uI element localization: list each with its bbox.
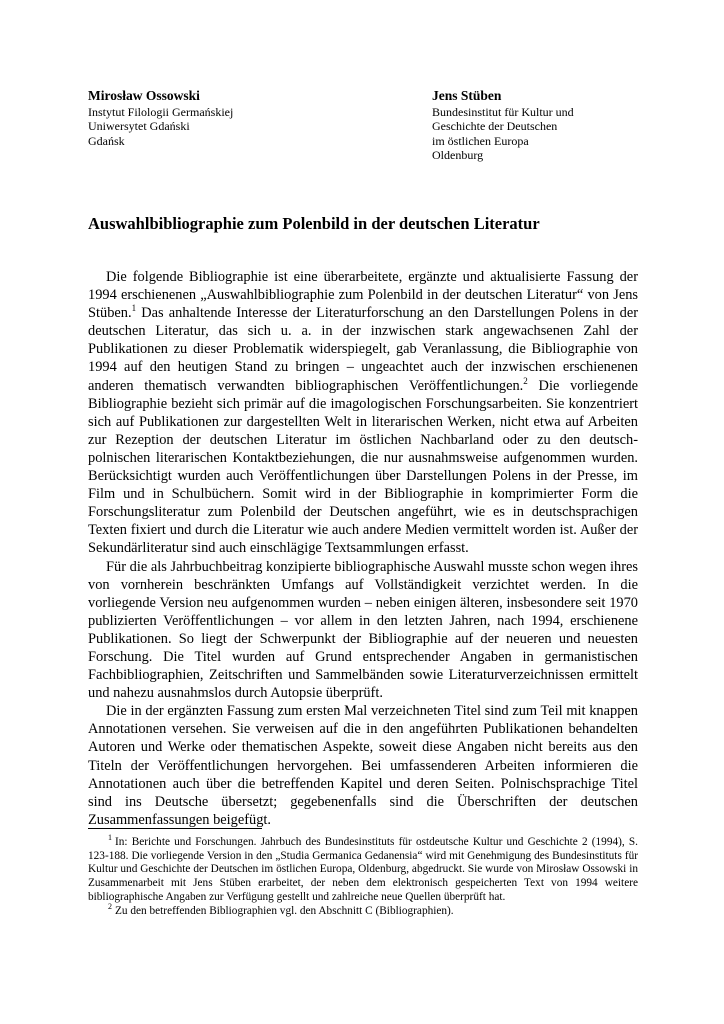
author-block-left	[88, 88, 388, 148]
footnotes	[88, 833, 638, 918]
paragraph-3: Die in der ergänzten Fassung zum ersten Mal verzeichneten Titel sind zum Teil mit knappen Annotationen versehen. Sie verweisen auf die in den angeführten Publikationen behandelten Autoren und Werke oder thematischen Aspekte, soweit diese Angaben nicht bereits aus den Titeln der Veröffentlichungen hervorgehen. Bei umfassenderen Arbeiten informieren die Annotationen auch über die betreffenden Kapitel und deren Seiten. Polnischsprachige Titel sind ins Deutsche übersetzt; gegebenenfalls sind die Überschriften der deutschen Zusammenfassungen beigefügt.	[88, 703, 638, 828]
footnote-separator	[88, 828, 262, 829]
paragraph-1-part-3: Die vorliegende Bibliographie bezieht sich primär auf die imagologischen Forschungsarbeiten. Sie konzentriert sich auf Publikationen zur dargestellten Welt in literarischen Werken, nicht etwa auf Arbeiten zur Rezeption der deutschen Literatur im östlichen Nachbarland oder zu den deutsch-polnischen literarischen Kontaktbeziehungen, die nur ausnahmsweise aufgenommen wurden. Berücksichtigt wurden auch Veröffentlichungen über Darstellungen Polens in der Presse, im Film und in Schulbüchern. Somit wird in der Bibliographie in komprimierter Form die Forschungsliteratur zum Polenbild der Deutschen angeführt, wie es in deutschsprachigen Texten fixiert und durch die Literatur wie auch andere Medien vermittelt worden ist. Außer der Sekundärliteratur sind auch einschlägige Textsammlungen erfasst.	[88, 377, 639, 557]
paragraph-1	[88, 268, 638, 558]
affiliation-line: Geschichte der Deutschen	[432, 119, 558, 134]
footnote-2	[88, 901, 638, 919]
affiliation-line: Oldenburg	[432, 147, 484, 162]
footnote-ref-1: 1	[131, 303, 137, 314]
footnote-text: In: Berichte und Forschungen. Jahrbuch des Bundesinstituts für ostdeutsche Kultur und Geschichte 2 (1994), S. 123-188. Die vorliegende Version in den „Studia Germanica Gedanensia“ wird mit Genehmigung des Bundesinstituts für Kultur und Geschichte der Deutschen im östlichen Europa, Oldenburg, abgedruckt. Sie wurde von Mirosław Ossowski in Zusammenarbeit mit Jens Stüben erarbeitet, der neben dem elektronisch gespeicherten Text von 1994 weitere bibliographische Angaben zur Verfügung gestellt und zahlreiche neue Quellen überprüft hat.	[88, 836, 638, 903]
paragraph-1-part-2: Das anhaltende Interesse der Literaturforschung an den Darstellungen Polens in der deutschen Literatur, das sich u. a. in der inzwischen stark angewachsenen Zahl der Publikationen zu dieser Problematik widerspiegelt, gab Veranlassung, die Bibliographie von 1994 auf den heutigen Stand zu bringen – ungeachtet auch der inzwischen erschienenen anderen thematisch verwandten bibliographischen Veröffentlichungen.	[88, 305, 638, 394]
affiliation-line: Uniwersytet Gdański	[88, 119, 190, 134]
footnote-ref-2: 2	[523, 375, 528, 386]
footnote-mark: 2	[108, 901, 112, 911]
affiliation-line: Bundesinstitut für Kultur und	[432, 105, 574, 119]
footnote-mark: 1	[108, 833, 112, 843]
affiliation-line: Gdańsk	[88, 133, 125, 148]
paragraph-2: Für die als Jahrbuchbeitrag konzipierte bibliographische Auswahl musste schon wegen ihres von vornherein beschränkten Umfangs auf Vollständigkeit verzichtet werden. In die vorliegende Version neu aufgenommen wurden – neben einigen älteren, insbesondere seit 1970 publizierten Veröffentlichungen – vor allem in den letzten Jahren, nach 1994, erschienene Publikationen. So liegt der Schwerpunkt der Bibliographie auf der neueren und neuesten Forschung. Die Titel wurden auf Grund entsprechender Angaben in germanistischen Fachbibliographien, Zeitschriften und Sammelbänden sowie Literaturverzeichnissen ermittelt und nahezu ausnahmslos durch Autopsie überprüft.	[88, 558, 638, 702]
author-name: Jens Stüben	[432, 88, 502, 103]
body-text	[88, 268, 638, 829]
affiliation-line: im östlichen Europa	[432, 133, 529, 148]
affiliation-line: Instytut Filologii Germańskiej	[88, 105, 234, 119]
author-block-right	[432, 88, 672, 162]
author-name: Mirosław Ossowski	[88, 88, 200, 103]
footnote-text: Zu den betreffenden Bibliographien vgl. den Abschnitt C (Bibliographien).	[115, 904, 454, 917]
paragraph-1-part-1: Die folgende Bibliographie ist eine überarbeitete, ergänzte und aktualisierte Fassung der 1994 erschienenen „Auswahlbibliographie zum Polenbild in der deutschen Literatur“ von Jens Stüben.	[88, 269, 638, 322]
footnote-1	[88, 833, 638, 905]
document-title: Auswahlbibliographie zum Polenbild in der deutschen Literatur	[88, 214, 540, 233]
